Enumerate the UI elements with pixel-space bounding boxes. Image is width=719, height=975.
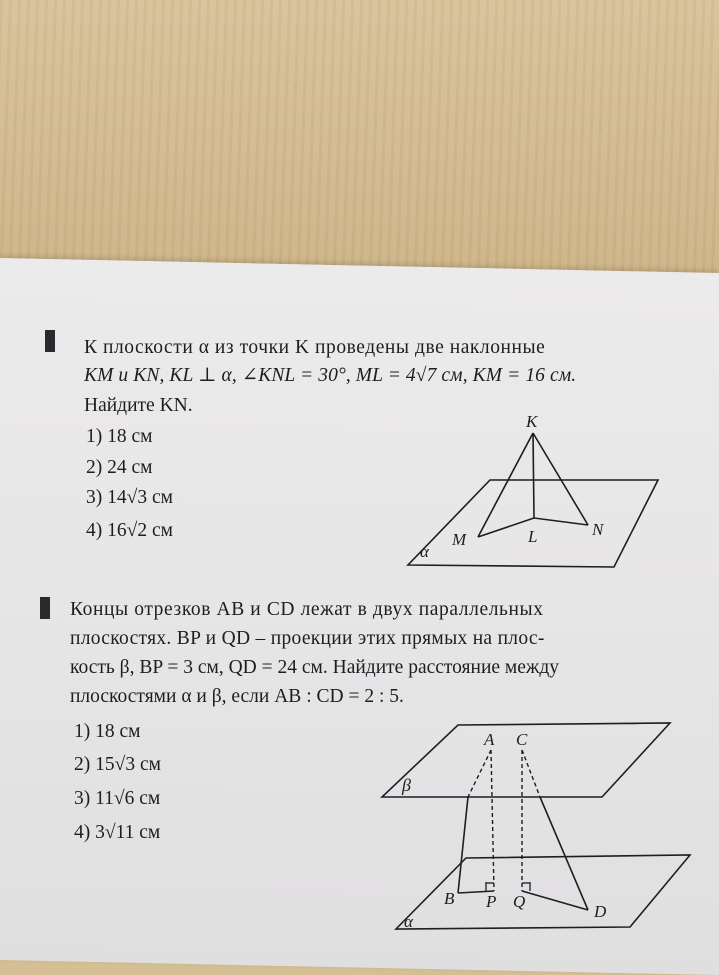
label-C: C bbox=[516, 730, 528, 749]
segment-AP bbox=[491, 750, 494, 891]
label-M: M bbox=[452, 530, 467, 549]
label-B: B bbox=[444, 889, 455, 908]
label-beta: β bbox=[402, 775, 411, 795]
label-A: A bbox=[484, 730, 495, 749]
label-N: N bbox=[592, 520, 604, 539]
problem1-marker bbox=[45, 330, 55, 352]
problem1-option-1[interactable]: 1) 18 см bbox=[86, 426, 153, 447]
label-L: L bbox=[528, 527, 538, 546]
segment-CD-hidden bbox=[522, 750, 540, 797]
wooden-table bbox=[0, 0, 719, 300]
segment-KL bbox=[533, 433, 534, 518]
problem1-line1: К плоскости α из точки K проведены две наклонные bbox=[84, 337, 546, 358]
problem1-line2: KM и KN, KL ⊥ α, ∠KNL = 30°, ML = 4√7 см, KM = 16 см. bbox=[84, 365, 577, 386]
problem2-option-3[interactable]: 3) 11√6 см bbox=[74, 788, 161, 809]
problem2-option-4[interactable]: 4) 3√11 см bbox=[74, 822, 161, 843]
label-P: P bbox=[486, 892, 497, 911]
segment-QD bbox=[522, 891, 588, 910]
problem2-line4: плоскостями α и β, если AB : CD = 2 : 5. bbox=[70, 686, 404, 707]
label-D: D bbox=[594, 902, 607, 921]
problem2-marker bbox=[40, 597, 50, 619]
problem1-line3: Найдите KN. bbox=[84, 395, 193, 416]
problem2-option-1[interactable]: 1) 18 см bbox=[74, 721, 141, 742]
problem1-option-4[interactable]: 4) 16√2 см bbox=[86, 520, 173, 541]
problem2-line2: плоскостях. BP и QD – проекции этих прямых на плос- bbox=[70, 628, 545, 649]
problem1-option-3[interactable]: 3) 14√3 см bbox=[86, 487, 173, 508]
problem2-option-2[interactable]: 2) 15√3 см bbox=[74, 754, 161, 775]
segment-CD-visible bbox=[540, 797, 588, 910]
problem2-figure bbox=[370, 715, 700, 940]
problem2-line3: кость β, BP = 3 см, QD = 24 см. Найдите расстояние между bbox=[70, 657, 560, 678]
problem1-option-2[interactable]: 2) 24 см bbox=[86, 457, 153, 478]
segment-AB-visible bbox=[458, 797, 468, 893]
label-alpha-1: α bbox=[420, 542, 429, 561]
segment-AB-hidden bbox=[468, 750, 491, 797]
problem1-figure bbox=[400, 405, 670, 575]
problem2-line1: Концы отрезков AB и CD лежат в двух параллельных bbox=[70, 599, 544, 620]
label-alpha-2: α bbox=[404, 912, 413, 931]
label-Q: Q bbox=[513, 892, 526, 911]
label-K: K bbox=[526, 412, 538, 431]
segment-KN bbox=[533, 433, 588, 525]
segment-LN bbox=[534, 518, 588, 525]
plane-alpha-2 bbox=[396, 855, 690, 929]
